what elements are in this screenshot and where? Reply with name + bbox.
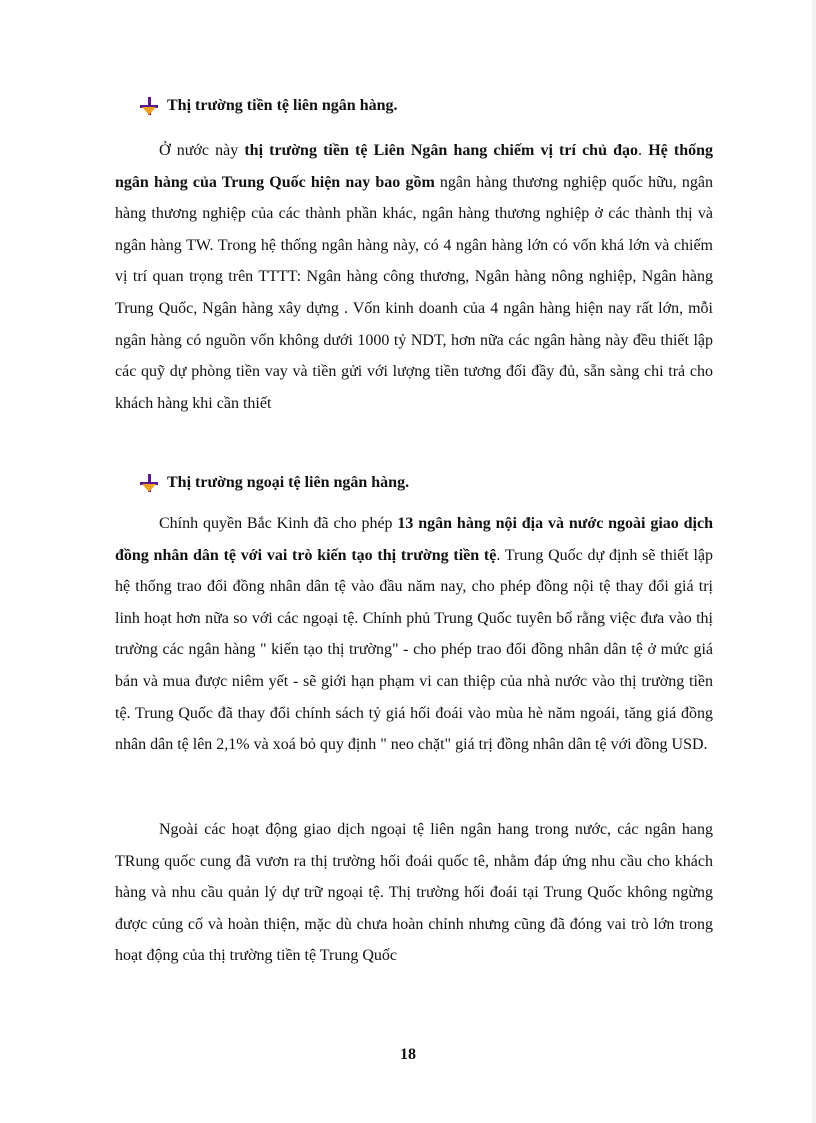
- text-run: Chính quyền Bắc Kinh đã cho phép: [159, 515, 398, 532]
- page-edge: [812, 0, 816, 1123]
- text-run: Ở nước này: [159, 142, 245, 159]
- arrow-bullet-icon: [139, 96, 159, 116]
- paragraph-forex-market: [115, 508, 713, 761]
- bold-text-run: 13 ngân hàng nội địa và nước ngoài giao dịch đồng nhân dân tệ với vai trò kiến tạo thị trường tiền tệ: [115, 515, 713, 564]
- paragraph-international-forex: Ngoài các hoạt động giao dịch ngoại tệ liên ngân hang trong nước, các ngân hang TRung quốc cung đã vươn ra thị trường hối đoái quốc tê, nhằm đáp ứng nhu cầu cho khách hàng và nhu cầu quản lý dự trữ ngoại tệ. Thị trường hối đoái tại Trung Quốc không ngừng được củng cố và hoàn thiện, mặc dù chưa hoàn chỉnh nhưng cũng đã đóng vai trò lớn trong hoạt động của thị trường tiền tệ Trung Quốc: [115, 821, 713, 965]
- section-heading-text: Thị trường tiền tệ liên ngân hàng.: [167, 97, 398, 114]
- text-run: ngân hàng thương nghiệp quốc hữu, ngân hàng thương nghiệp của các thành phần khác, ngân hàng thương nghiệp ở các thành thị và ngân hàng TW. Trong hệ thống ngân hàng này, có 4 ngân hàng lớn có vốn khá lớn và chiếm vị trí quan trọng trên TTTT: Ngân hàng công thương, Ngân hàng nông nghiệp, Ngân hàng Trung Quốc, Ngân hàng xây dựng . Vốn kinh doanh của 4 ngân hàng hiện nay rất lớn, mỗi ngân hàng có nguồn vốn không dưới 1000 tỷ NDT, hơn nữa các ngân hàng này đều thiết lập các quỹ dự phòng tiền vay và tiền gửi với lượng tiền tương đối đầy đủ, sẵn sàng chi trả cho khách hàng khi cần thiết: [115, 173, 714, 412]
- text-run: .: [638, 142, 649, 159]
- section-heading-money-market: [139, 96, 398, 116]
- text-run: . Trung Quốc dự định sẽ thiết lập hệ thống trao đổi đồng nhân dân tệ vào đầu năm nay, cho phép đồng nội tệ thay đổi giá trị linh hoạt hơn nữa so với các ngoại tệ. Chính phủ Trung Quốc tuyên bố rằng việc đưa vào thị trường các ngân hàng " kiến tạo thị trường" - cho phép trao đổi đồng nhân dân tệ ở mức giá bán và mua được niêm yết - sẽ giới hạn phạm vi can thiệp của nhà nước vào thị trường tiền tệ. Trung Quốc đã thay đổi chính sách tỷ giá hối đoái vào mùa hè năm ngoái, tăng giá đồng nhân dân tệ lên 2,1% và xoá bỏ quy định " neo chặt" giá trị đồng nhân dân tệ với đồng USD.: [115, 546, 713, 754]
- page-number: 18: [400, 1046, 416, 1063]
- section-heading-text: Thị trường ngoại tệ liên ngân hàng.: [167, 474, 410, 491]
- paragraph-money-market: [115, 135, 713, 419]
- bold-text-run: thị trường tiền tệ Liên Ngân hang chiếm vị trí chủ đạo: [244, 142, 639, 159]
- arrow-bullet-icon: [139, 473, 159, 493]
- section-heading-forex-market: [139, 473, 409, 493]
- bold-text-run: Hệ thống ngân hàng của Trung Quốc hiện nay bao gồm: [115, 142, 714, 191]
